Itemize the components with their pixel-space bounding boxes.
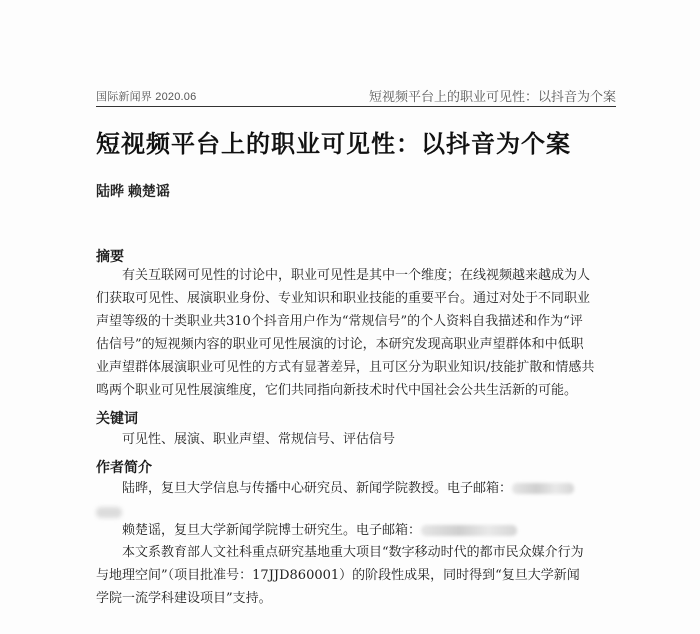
redacted-email-continuation: [96, 507, 122, 518]
keywords-text: 可见性、展演、职业声望、常规信号、评估信号: [122, 432, 396, 447]
redacted-email: [512, 483, 574, 494]
header-rule: [96, 106, 616, 107]
abstract-heading: 摘要: [96, 248, 124, 264]
author2-bio-text: 赖楚谣，复旦大学新闻学院博士研究生。电子邮箱：: [122, 523, 422, 538]
running-title: 短视频平台上的职业可见性：以抖音为个案: [368, 89, 616, 104]
abstract-line: 声望等级的十类职业共310个抖音用户作为“常规信号”的个人资料自我描述和作为“评: [96, 314, 583, 329]
abstract-line: 业声望群体展演职业可见性的方式有显著差异，且可区分为职业知识/技能扩散和情感共: [96, 360, 595, 375]
journal-issue: 国际新闻界 2020.06: [96, 91, 197, 103]
abstract-line: 有关互联网可见性的讨论中，职业可见性是其中一个维度；在线视频越来越成为人: [122, 268, 591, 283]
abstract-line: 们获取可见性、展演职业身份、专业知识和职业技能的重要平台。通过对处于不同职业: [96, 291, 591, 306]
author2-bio: [122, 521, 642, 541]
running-header: [96, 86, 616, 106]
author1-bio-text: 陆晔，复旦大学信息与传播中心研究员、新闻学院教授。电子邮箱：: [122, 481, 513, 496]
abstract-line: 估信号”的短视频内容的职业可见性展演的讨论，本研究发现高职业声望群体和中低职: [96, 337, 584, 352]
keywords-heading: 关键词: [96, 410, 138, 426]
redacted-email: [421, 525, 517, 536]
author1-bio: [122, 479, 642, 499]
paper-title: 短视频平台上的职业可见性：以抖音为个案: [96, 129, 571, 158]
author-names: 陆晔 赖楚谣: [96, 183, 170, 199]
funding-line: 与地理空间”（项目批准号：17JJD860001）的阶段性成果，同时得到“复旦大学新闻: [96, 568, 580, 583]
funding-line: 本文系教育部人文社科重点研究基地重大项目“数字移动时代的都市民众媒介行为: [122, 545, 584, 560]
funding-line: 学院一流学科建设项目”支持。: [96, 591, 272, 606]
author-intro-heading: 作者简介: [96, 459, 152, 475]
abstract-line: 鸣两个职业可见性展演维度，它们共同指向新技术时代中国社会公共生活新的可能。: [96, 383, 578, 398]
